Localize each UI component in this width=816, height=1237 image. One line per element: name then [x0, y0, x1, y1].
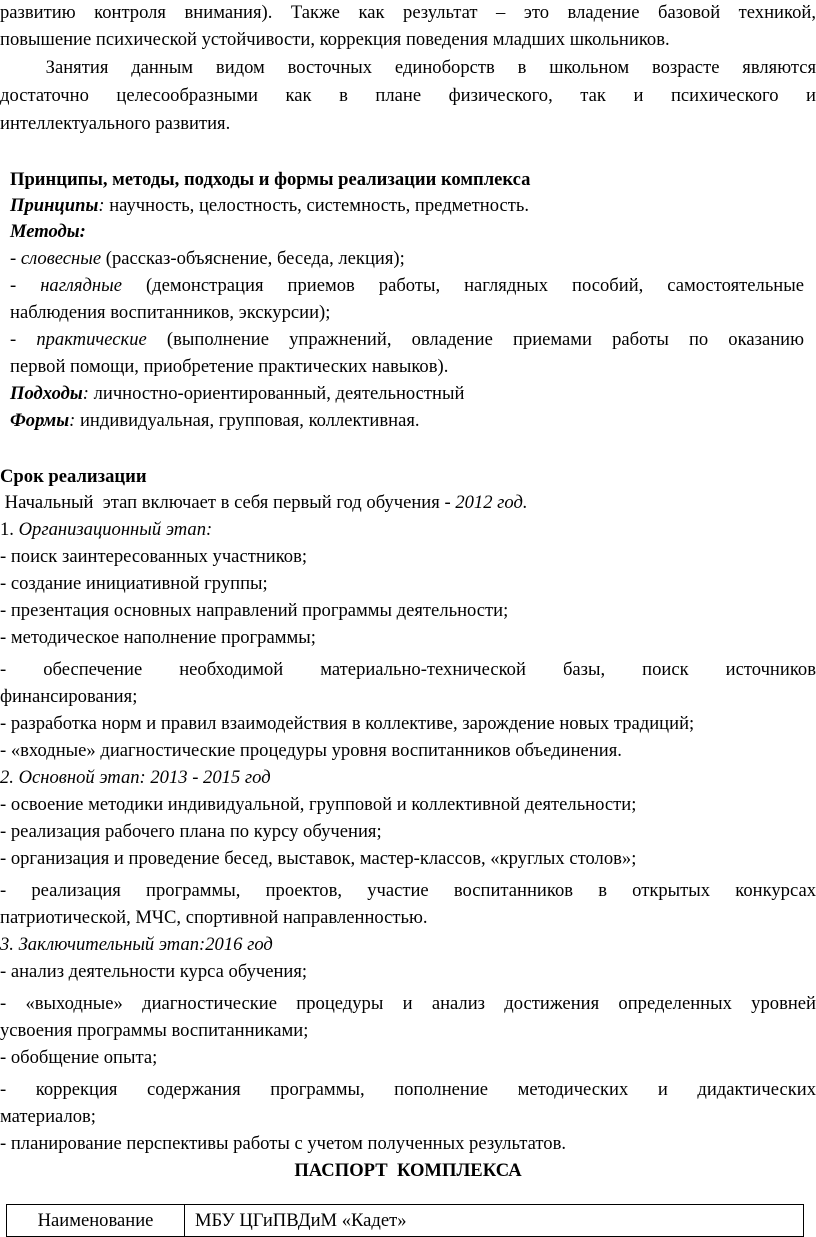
forms-text: индивидуальная, групповая, коллективная. — [75, 410, 420, 431]
passport-row-value: МБУ ЦГиПВДиМ «Кадет» — [185, 1205, 804, 1237]
methods-label: Методы: — [10, 221, 86, 242]
stage1-item: - презентация основных направлений программы деятельности; — [0, 600, 509, 621]
stage2-item: - реализация рабочего плана по курсу обучения; — [0, 821, 382, 842]
visual-text: (демонстрация приемов работы, наглядных пособий, самостоятельные — [121, 275, 805, 296]
stage2-item: патриотической, МЧС, спортивной направленностью. — [0, 907, 428, 928]
stage2-title: 2. Основной этап: 2013 - 2015 год — [0, 767, 271, 788]
stage1-item: - обеспечение необходимой материально-технической базы, поиск источников — [0, 659, 816, 680]
stage3-item: материалов; — [0, 1106, 96, 1127]
methods-verbal: - словесные (рассказ-объяснение, беседа, лекция); — [10, 248, 405, 269]
forms-line: Формы: индивидуальная, групповая, коллективная. — [10, 410, 420, 431]
stage1-item: - разработка норм и правил взаимодействия в коллективе, зарождение новых традиций; — [0, 713, 695, 734]
stage1-title: 1. Организационный этап: — [0, 519, 213, 540]
initial-text: Начальный этап включает в себя первый год обучения - — [0, 492, 456, 513]
methods-visual-cont: наблюдения воспитанников, экскурсии); — [10, 302, 331, 323]
initial-year: 2012 год. — [455, 492, 528, 513]
stage3-item: - коррекция содержания программы, пополнение методических и дидактических — [0, 1079, 816, 1100]
principles-label: Принципы — [10, 195, 99, 216]
verbal-text: (рассказ-объяснение, беседа, лекция); — [101, 248, 405, 269]
visual-label: наглядные — [40, 275, 122, 296]
forms-label: Формы — [10, 410, 70, 431]
intro-line-5: интеллектуального развития. — [0, 113, 231, 134]
stage1-item: финансирования; — [0, 686, 138, 707]
passport-table — [6, 1204, 804, 1237]
stage2-item: - освоение методики индивидуальной, групповой и коллективной деятельности; — [0, 794, 637, 815]
approaches-line: Подходы: личностно-ориентированный, деятельностный — [10, 383, 465, 404]
stage3-item: - «выходные» диагностические процедуры и анализ достижения определенных уровней — [0, 993, 816, 1014]
approaches-label: Подходы — [10, 383, 83, 404]
intro-line-1: развитию контроля внимания). Также как результат – это владение базовой техникой, — [0, 2, 816, 23]
table-row — [7, 1205, 804, 1237]
practical-label: практические — [36, 329, 147, 350]
stage3-title: 3. Заключительный этап:2016 год — [0, 934, 273, 955]
stage2-item: - реализация программы, проектов, участие воспитанников в открытых конкурсах — [0, 880, 816, 901]
methods-visual: - наглядные (демонстрация приемов работы, наглядных пособий, самостоятельные — [10, 275, 805, 296]
practical-text: (выполнение упражнений, овладение приемами работы по оказанию — [146, 329, 805, 350]
stage3-item: - обобщение опыта; — [0, 1047, 158, 1068]
stage2-item: - организация и проведение бесед, выставок, мастер-классов, «круглых столов»; — [0, 848, 637, 869]
principles-line: Принципы: научность, целостность, системность, предметность. — [10, 195, 530, 216]
intro-line-4: достаточно целесообразными как в плане физического, так и психического и — [0, 85, 816, 106]
verbal-label: словесные — [20, 248, 102, 269]
methods-practical-cont: первой помощи, приобретение практических навыков). — [10, 356, 449, 377]
stage1-item: - «входные» диагностические процедуры уровня воспитанников объединения. — [0, 740, 622, 761]
intro-line-2: повышение психической устойчивости, коррекция поведения младших школьников. — [0, 29, 670, 50]
passport-row-label: Наименование — [7, 1205, 185, 1237]
methods-practical: - практические (выполнение упражнений, овладение приемами работы по оказанию — [10, 329, 805, 350]
principles-heading: Принципы, методы, подходы и формы реализации комплекса — [10, 169, 531, 190]
stage1-item: - поиск заинтересованных участников; — [0, 546, 308, 567]
stage1-item: - методическое наполнение программы; — [0, 627, 316, 648]
stage3-item: - планирование перспективы работы с учетом полученных результатов. — [0, 1133, 567, 1154]
stage3-item: усвоения программы воспитанниками; — [0, 1020, 309, 1041]
approaches-text: личностно-ориентированный, деятельностный — [88, 383, 465, 404]
term-initial — [0, 490, 816, 516]
intro-line-3: Занятия данным видом восточных единоборств в школьном возрасте являются — [0, 57, 816, 78]
passport-heading: ПАСПОРТ КОМПЛЕКСА — [294, 1160, 522, 1181]
stage1-item: - создание инициативной группы; — [0, 573, 268, 594]
stage3-item: - анализ деятельности курса обучения; — [0, 961, 308, 982]
term-heading: Срок реализации — [0, 466, 147, 487]
principles-text: научность, целостность, системность, предметность. — [104, 195, 530, 216]
